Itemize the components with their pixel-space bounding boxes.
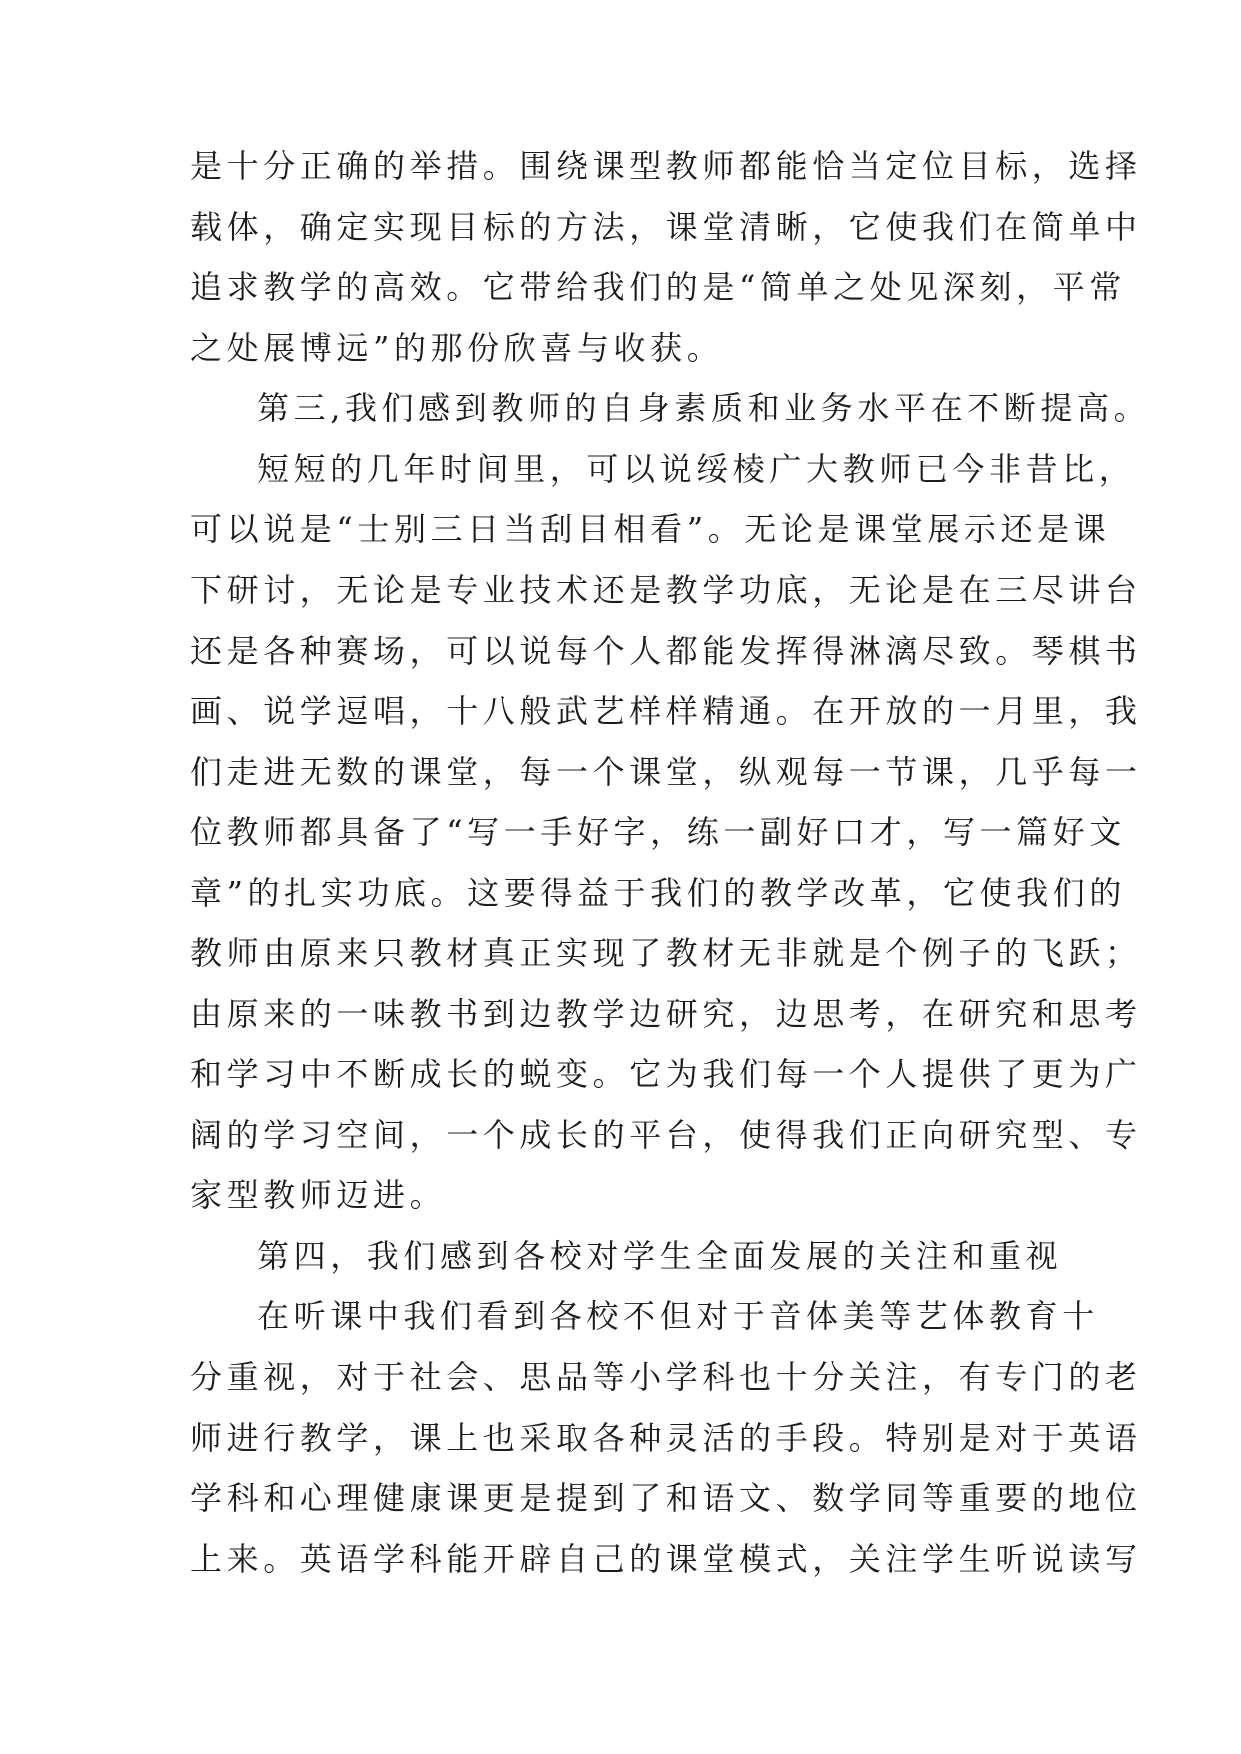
text-line: 由原来的一味教书到边教学边研究，边思考，在研究和思考 — [190, 995, 1142, 1033]
text-line: 家型教师迈进。 — [190, 1176, 447, 1214]
text-line: 上来。英语学科能开辟自己的课堂模式，关注学生听说读写 — [190, 1540, 1142, 1578]
text-line: 师进行教学，课上也采取各种灵活的手段。特别是对于英语 — [190, 1419, 1142, 1457]
text-line: 载体，确定实现目标的方法，课堂清晰，它使我们在简单中 — [190, 208, 1142, 246]
text-line: 教师由原来只教材真正实现了教材无非就是个例子的飞跃； — [190, 934, 1142, 972]
text-line: 章”的扎实功底。这要得益于我们的教学改革，它使我们的 — [190, 874, 1126, 912]
text-line: 们走进无数的课堂，每一个课堂，纵观每一节课，几乎每一 — [190, 753, 1142, 791]
text-line: 下研讨，无论是专业技术还是教学功底，无论是在三尽讲台 — [190, 571, 1142, 609]
text-line: 位教师都具备了“写一手好字，练一副好口才，写一篇好文 — [190, 813, 1126, 851]
text-line: 和学习中不断成长的蜕变。它为我们每一个人提供了更为广 — [190, 1055, 1142, 1093]
section-heading: 第三,我们感到教师的自身素质和业务水平在不断提高。 — [257, 389, 1151, 427]
text-line: 分重视，对于社会、思品等小学科也十分关注，有专门的老 — [190, 1358, 1142, 1396]
text-line: 学科和心理健康课更是提到了和语文、数学同等重要的地位 — [190, 1479, 1142, 1517]
text-line: 追求教学的高效。它带给我们的是“简单之处见深刻，平常 — [190, 268, 1126, 306]
text-line: 短短的几年时间里，可以说绥棱广大教师已今非昔比， — [257, 450, 1136, 488]
text-line: 阔的学习空间，一个成长的平台，使得我们正向研究型、专 — [190, 1116, 1142, 1154]
text-line: 可以说是“士别三日当刮目相看”。无论是课堂展示还是课 — [190, 510, 1111, 548]
text-line: 是十分正确的举措。围绕课型教师都能恰当定位目标，选择 — [190, 147, 1142, 185]
text-line: 还是各种赛场，可以说每个人都能发挥得淋漓尽致。琴棋书 — [190, 632, 1142, 670]
text-line: 在听课中我们看到各校不但对于音体美等艺体教育十 — [257, 1297, 1099, 1335]
text-line: 之处展博远”的那份欣喜与收获。 — [190, 329, 724, 367]
section-heading: 第四，我们感到各校对学生全面发展的关注和重视 — [257, 1237, 1063, 1275]
text-line: 画、说学逗唱，十八般武艺样样精通。在开放的一月里，我 — [190, 692, 1142, 730]
